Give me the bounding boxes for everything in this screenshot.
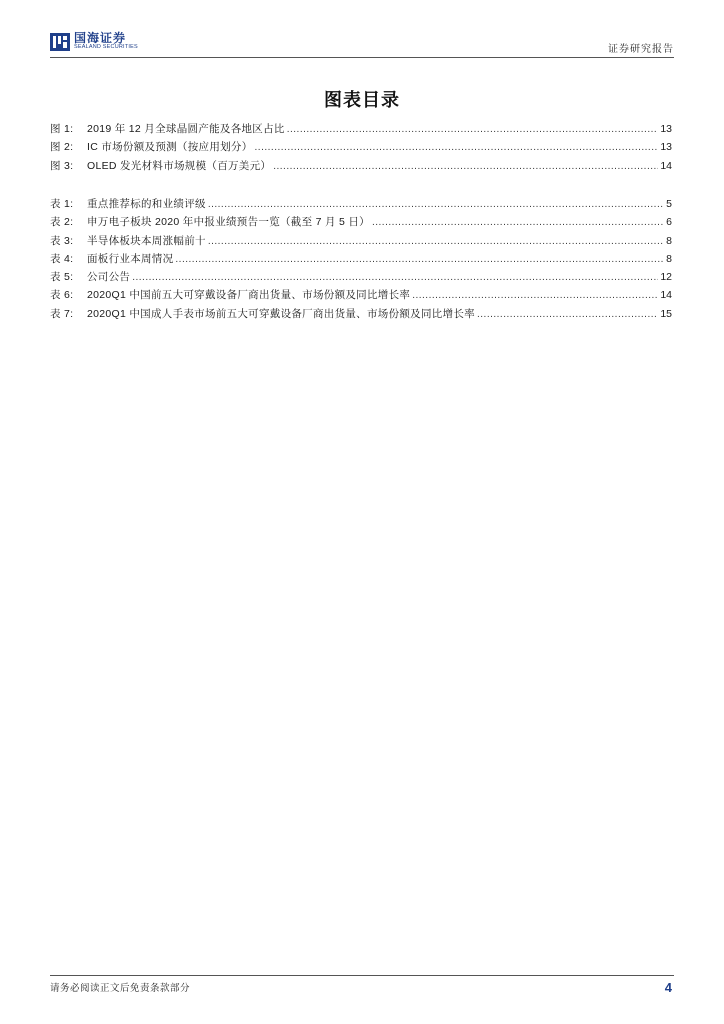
table-entry-label: 表 4:	[50, 252, 74, 265]
table-entry-title: 申万电子板块 2020 年中报业绩预告一览（截至 7 月 5 日）	[87, 216, 370, 229]
table-entry-label: 表 6:	[50, 289, 74, 302]
dot-leader	[372, 217, 664, 228]
footer-divider	[50, 975, 674, 976]
table-entry-page: 5	[666, 198, 672, 210]
dot-leader	[208, 199, 664, 210]
dot-leader	[477, 309, 658, 320]
figure-entry-label: 图 1:	[50, 123, 74, 135]
figure-entry[interactable]	[50, 139, 672, 157]
table-entry-page: 8	[666, 252, 672, 265]
dot-leader	[132, 272, 658, 283]
dot-leader	[255, 142, 659, 153]
disclaimer-notice: 请务必阅读正文后免责条款部分	[50, 983, 191, 994]
page-title: 图表目录	[324, 90, 400, 111]
logo-english-name: SEALAND SECURITIES	[74, 44, 138, 50]
figure-list	[50, 121, 672, 176]
dot-leader	[175, 254, 664, 265]
figure-entry[interactable]	[50, 121, 672, 139]
figure-entry-page: 13	[660, 123, 672, 135]
figure-entry-label: 图 3:	[50, 159, 74, 172]
table-entry-label: 表 1:	[50, 198, 74, 210]
table-entry-page: 12	[660, 271, 672, 284]
header-divider	[50, 57, 674, 58]
dot-leader	[287, 124, 659, 135]
figure-entry[interactable]	[50, 158, 672, 176]
figure-entry-page: 13	[660, 141, 672, 154]
table-entry-title: 2020Q1 中国前五大可穿戴设备厂商出货量、市场份额及同比增长率	[87, 289, 411, 302]
table-entry-label: 表 7:	[50, 307, 74, 320]
table-entry[interactable]	[50, 306, 672, 324]
table-list	[50, 196, 672, 324]
table-entry-title: 半导体板块本周涨幅前十	[87, 234, 206, 247]
table-entry-page: 8	[666, 234, 672, 247]
table-entry-label: 表 5:	[50, 271, 74, 284]
table-entry-title: 重点推荐标的和业绩评级	[87, 198, 206, 210]
figure-entry-title: IC 市场份额及预测（按应用划分）	[87, 141, 253, 154]
figure-entry-label: 图 2:	[50, 141, 74, 154]
figure-entry-title: OLED 发光材料市场规模（百万美元）	[87, 159, 272, 172]
table-entry[interactable]	[50, 196, 672, 214]
table-entry-label: 表 3:	[50, 234, 74, 247]
page-header	[50, 30, 674, 56]
table-entry[interactable]	[50, 233, 672, 251]
table-entry[interactable]	[50, 269, 672, 287]
dot-leader	[412, 290, 658, 301]
page-number: 4	[664, 980, 672, 995]
table-entry-title: 公司公告	[87, 271, 131, 284]
table-entry-label: 表 2:	[50, 216, 74, 229]
dot-leader	[208, 236, 664, 247]
table-entry-title: 2020Q1 中国成人手表市场前五大可穿戴设备厂商出货量、市场份额及同比增长率	[87, 307, 475, 320]
table-entry-page: 15	[660, 307, 672, 320]
figure-entry-title: 2019 年 12 月全球晶圆产能及各地区占比	[87, 123, 285, 135]
report-type-label: 证券研究报告	[608, 44, 674, 55]
dot-leader	[273, 161, 658, 172]
table-entry[interactable]	[50, 287, 672, 305]
company-logo	[50, 32, 138, 51]
figure-entry-page: 14	[660, 159, 672, 172]
table-entry-title: 面板行业本周情况	[87, 252, 174, 265]
table-entry[interactable]	[50, 214, 672, 232]
table-entry-page: 14	[660, 289, 672, 302]
logo-chinese-name: 国海证券	[74, 31, 127, 45]
table-entry-page: 6	[666, 216, 672, 229]
table-entry[interactable]	[50, 251, 672, 269]
sealand-logo-icon	[50, 33, 70, 51]
